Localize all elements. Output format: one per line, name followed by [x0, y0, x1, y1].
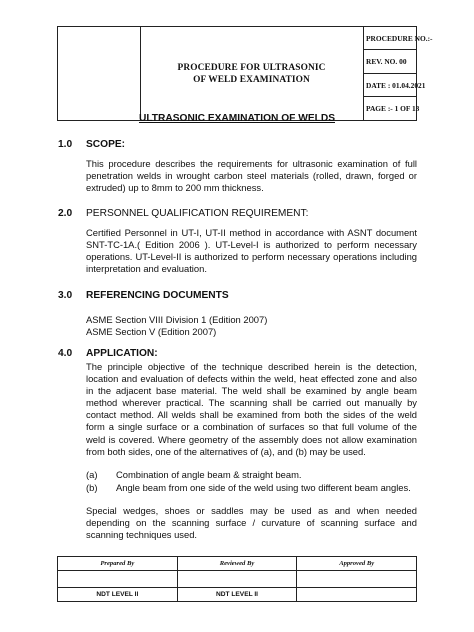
- signoff-header-row: [58, 557, 416, 571]
- list-marker: (b): [86, 482, 98, 493]
- closing-paragraph: Special wedges, shoes or saddles may be used as and when needed depending on the scanning surface / curvature of scanning surface and scanning techniques used.: [86, 505, 417, 541]
- procedure-title: PROCEDURE FOR ULTRASONIC OF WELD EXAMINATION: [177, 62, 326, 85]
- revision-number: REV. NO. 00: [364, 50, 417, 73]
- reference-item: ASME Section VIII Division 1 (Edition 2007): [86, 314, 268, 325]
- section-title: SCOPE:: [86, 139, 126, 150]
- document-title: ULTRASONIC EXAMINATION OF WELDS: [138, 113, 335, 124]
- document-date: DATE : 01.04.2021: [364, 74, 417, 97]
- approved-level: [297, 588, 416, 601]
- list-marker: (a): [86, 469, 98, 480]
- document-meta: [363, 27, 433, 120]
- section-number: 4.0: [58, 348, 73, 359]
- list-item: Angle beam from one side of the weld using two different beam angles.: [116, 482, 411, 493]
- prepared-signature: [58, 571, 178, 587]
- section-title: PERSONNEL QUALIFICATION REQUIREMENT:: [86, 208, 309, 219]
- approved-signature: [297, 571, 416, 587]
- scope-paragraph: This procedure describes the requirements for ultrasonic examination of full penetration welds in wrought carbon steel materials (rolled, drawn, forged or extruded) up to 8mm to 200 mm thickness.: [86, 158, 417, 194]
- procedure-number: PROCEDURE NO.:-: [364, 27, 417, 50]
- section-title: APPLICATION:: [86, 348, 158, 359]
- section-number: 3.0: [58, 290, 73, 301]
- procedure-title-cell: [140, 27, 363, 120]
- section-title: REFERENCING DOCUMENTS: [86, 290, 229, 301]
- signoff-table: [57, 556, 417, 602]
- reference-item: ASME Section V (Edition 2007): [86, 326, 217, 337]
- section-number: 2.0: [58, 208, 73, 219]
- personnel-paragraph: Certified Personnel in UT-I, UT-II method in accordance with ASNT document SNT-TC-1A.( Edition 2006 ). UT-Level-I is authorized to perform necessary operations. UT-Level-II is authorized to perform necessary operations including interpretation and evaluation.: [86, 227, 417, 275]
- logo-cell: [58, 27, 141, 120]
- section-number: 1.0: [58, 139, 73, 150]
- approved-by-label: Approved By: [339, 560, 375, 567]
- signature-row: [58, 571, 416, 588]
- application-paragraph: The principle objective of the technique described herein is the detection, location and evaluation of defects within the weld, heat effected zone and also in the adjacent base material. The weld shall be examined by angle beam method wherever practical. The scanning shall be carried out manually by contact method. All welds shall be examined from both the sides of the weld form a single surface or a combination of surfaces so that full volume of the weld is covered. Where geometry of the assembly does not allow examination from both sides, one of the alternatives of (a), and (b) may be used.: [86, 361, 417, 457]
- page-number: PAGE :- 1 OF 13: [366, 103, 420, 113]
- document-header: [57, 26, 433, 121]
- list-item: Combination of angle beam & straight beam.: [116, 469, 302, 480]
- reviewed-level: NDT LEVEL II: [178, 588, 298, 601]
- prepared-level: NDT LEVEL II: [58, 588, 178, 601]
- reviewed-by-label: Reviewed By: [178, 557, 298, 570]
- level-row: [58, 588, 416, 601]
- prepared-by-label: Prepared By: [58, 557, 178, 570]
- reviewed-signature: [178, 571, 298, 587]
